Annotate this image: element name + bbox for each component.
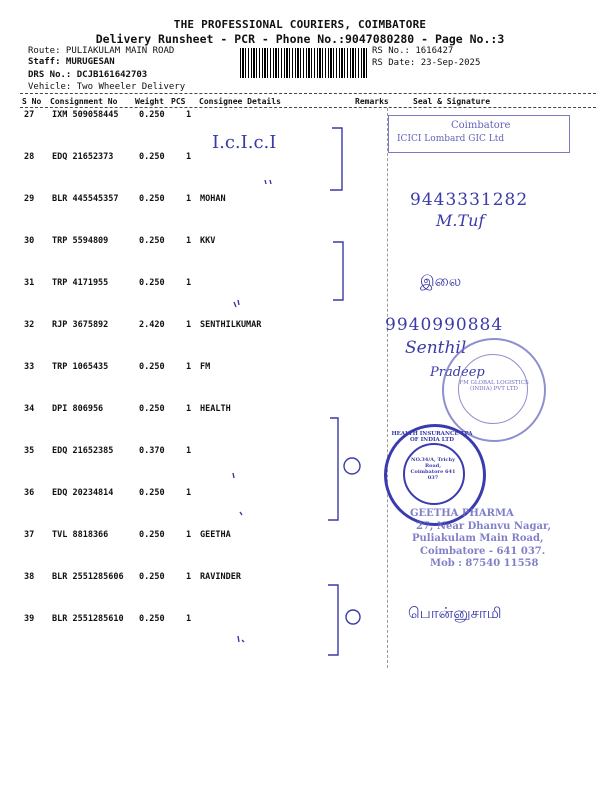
row-consignee: KKV: [200, 236, 216, 246]
col-pcs: PCS: [171, 97, 186, 106]
row-consignment-no: RJP 3675892: [52, 320, 109, 330]
geetha-stamp-line2: 27, Near Dhanvu Nagar,: [416, 520, 551, 532]
row-consignment-no: TVL 8818366: [52, 530, 109, 540]
staff-text: Staff: MURUGESAN: [28, 57, 115, 67]
row-sno: 34: [24, 404, 35, 414]
row-sno: 28: [24, 152, 35, 162]
bracket-38-39: [328, 585, 338, 655]
row-weight: 0.250: [139, 614, 165, 624]
row-sno: 29: [24, 194, 35, 204]
row-pcs: 1: [186, 236, 192, 246]
company-title: THE PROFESSIONAL COURIERS, COIMBATORE: [173, 18, 427, 31]
rs-number: RS No.: 1616427: [372, 46, 454, 56]
row-sno: 37: [24, 530, 35, 540]
row-consignment-no: TRP 5594809: [52, 236, 109, 246]
row-pcs: 1: [186, 404, 192, 414]
row-consignment-no: BLR 2551285606: [52, 572, 124, 582]
row-weight: 0.250: [139, 152, 165, 162]
drs-number: DRS No.: DCJB161642703: [28, 70, 148, 80]
row-consignment-no: BLR 445545357: [52, 194, 119, 204]
bracket-27-28: [330, 128, 342, 190]
row-weight: 0.250: [139, 362, 165, 372]
fm-logistics-stamp-text: FM GLOBAL LOGISTICS (INDIA) PVT LTD: [459, 380, 529, 392]
row-consignment-no: EDQ 20234814: [52, 488, 114, 498]
row-consignment-no: EDQ 21652385: [52, 446, 114, 456]
signature-mohan: M.Tuf: [436, 211, 485, 230]
rs-date: RS Date: 23-Sep-2025: [372, 58, 481, 68]
row-weight: 0.250: [139, 404, 165, 414]
handwriting-tamil-kkv: இலை: [420, 272, 462, 290]
row-consignee: MOHAN: [200, 194, 226, 204]
geetha-stamp-line3: Puliakulam Main Road,: [412, 533, 544, 544]
row-weight: 0.250: [139, 488, 165, 498]
row-pcs: 1: [186, 278, 192, 288]
health-insurance-ring-text: HEALTH INSURANCE TPA OF INDIA LTD: [391, 431, 473, 443]
row-sno: 31: [24, 278, 35, 288]
signature-fm: Pradeep: [430, 365, 485, 380]
row-pcs: 1: [186, 362, 192, 372]
row-weight: 0.250: [139, 236, 165, 246]
geetha-stamp-line1: GEETHA PHARMA: [410, 508, 514, 519]
row-sno: 30: [24, 236, 35, 246]
bracket-34-36: [328, 418, 338, 520]
row-consignment-no: IXM 509058445: [52, 110, 119, 120]
row-weight: 2.420: [139, 320, 165, 330]
row-pcs: 1: [186, 614, 192, 624]
col-weight: Weight: [135, 97, 164, 106]
row-weight: 0.370: [139, 446, 165, 456]
row-weight: 0.250: [139, 194, 165, 204]
tick-35: [233, 473, 234, 478]
col-consignment: Consignment No: [50, 97, 118, 106]
tick-39: [238, 636, 244, 642]
icici-stamp-city: Coimbatore: [451, 120, 511, 131]
geetha-stamp-line4: Coimbatore - 641 037.: [420, 545, 546, 557]
circle-mark-39: [346, 610, 360, 624]
health-insurance-center-text: NO.34/A, Trichy Road, Coimbatore 641 037: [410, 457, 456, 481]
row-pcs: 1: [186, 446, 192, 456]
handwriting-icici: I.c.I.c.I: [212, 132, 277, 153]
row-pcs: 1: [186, 530, 192, 540]
row-weight: 0.250: [139, 278, 165, 288]
vehicle-text: Vehicle: Two Wheeler Delivery: [28, 82, 186, 92]
row-pcs: 1: [186, 488, 192, 498]
row-sno: 35: [24, 446, 35, 456]
row-sno: 32: [24, 320, 35, 330]
handwriting-phone-senthil: 9940990884: [385, 315, 504, 335]
circle-mark-35: [344, 458, 360, 474]
icici-stamp-name: ICICI Lombard GIC Ltd: [397, 134, 505, 144]
row-pcs: 1: [186, 194, 192, 204]
row-weight: 0.250: [139, 110, 165, 120]
row-pcs: 1: [186, 110, 192, 120]
geetha-stamp-line5: Mob : 87540 11558: [430, 558, 539, 569]
row-consignment-no: TRP 4171955: [52, 278, 109, 288]
row-pcs: 1: [186, 572, 192, 582]
row-consignee: HEALTH: [200, 404, 231, 414]
row-pcs: 1: [186, 320, 192, 330]
route-text: Route: PULIAKULAM MAIN ROAD: [28, 46, 175, 56]
row-consignee: RAVINDER: [200, 572, 241, 582]
row-weight: 0.250: [139, 530, 165, 540]
row-consignment-no: DPI 806956: [52, 404, 104, 414]
row-weight: 0.250: [139, 572, 165, 582]
handwriting-tamil-ravinder: பொன்னுசாமி: [408, 604, 502, 622]
row-consignee: FM: [200, 362, 211, 372]
handwriting-phone-mohan: 9443331282: [410, 190, 529, 210]
row-pcs: 1: [186, 152, 192, 162]
row-consignment-no: TRP 1065435: [52, 362, 109, 372]
row-sno: 36: [24, 488, 35, 498]
tick-28: [265, 180, 271, 184]
geetha-pharma-stamp: [410, 508, 551, 571]
row-consignee: SENTHILKUMAR: [200, 320, 262, 330]
col-sno: S No: [22, 97, 42, 106]
row-sno: 33: [24, 362, 35, 372]
runsheet-subtitle: Delivery Runsheet - PCR - Phone No.:9047080280 - Page No.:3: [95, 32, 505, 46]
row-sno: 38: [24, 572, 35, 582]
row-consignment-no: BLR 2551285610: [52, 614, 124, 624]
col-seal: Seal & Signature: [413, 97, 491, 106]
tick-31: [234, 300, 239, 307]
row-sno: 27: [24, 110, 35, 120]
bracket-30-31: [333, 242, 343, 300]
col-remarks: Remarks: [355, 97, 389, 106]
row-consignee: GEETHA: [200, 530, 231, 540]
col-consignee: Consignee Details: [199, 97, 281, 106]
icici-stamp: [388, 115, 570, 153]
signature-senthil: Senthil: [405, 338, 467, 358]
row-consignment-no: EDQ 21652373: [52, 152, 114, 162]
tick-36: [240, 512, 242, 515]
row-sno: 39: [24, 614, 35, 624]
fm-logistics-stamp: [442, 338, 546, 442]
